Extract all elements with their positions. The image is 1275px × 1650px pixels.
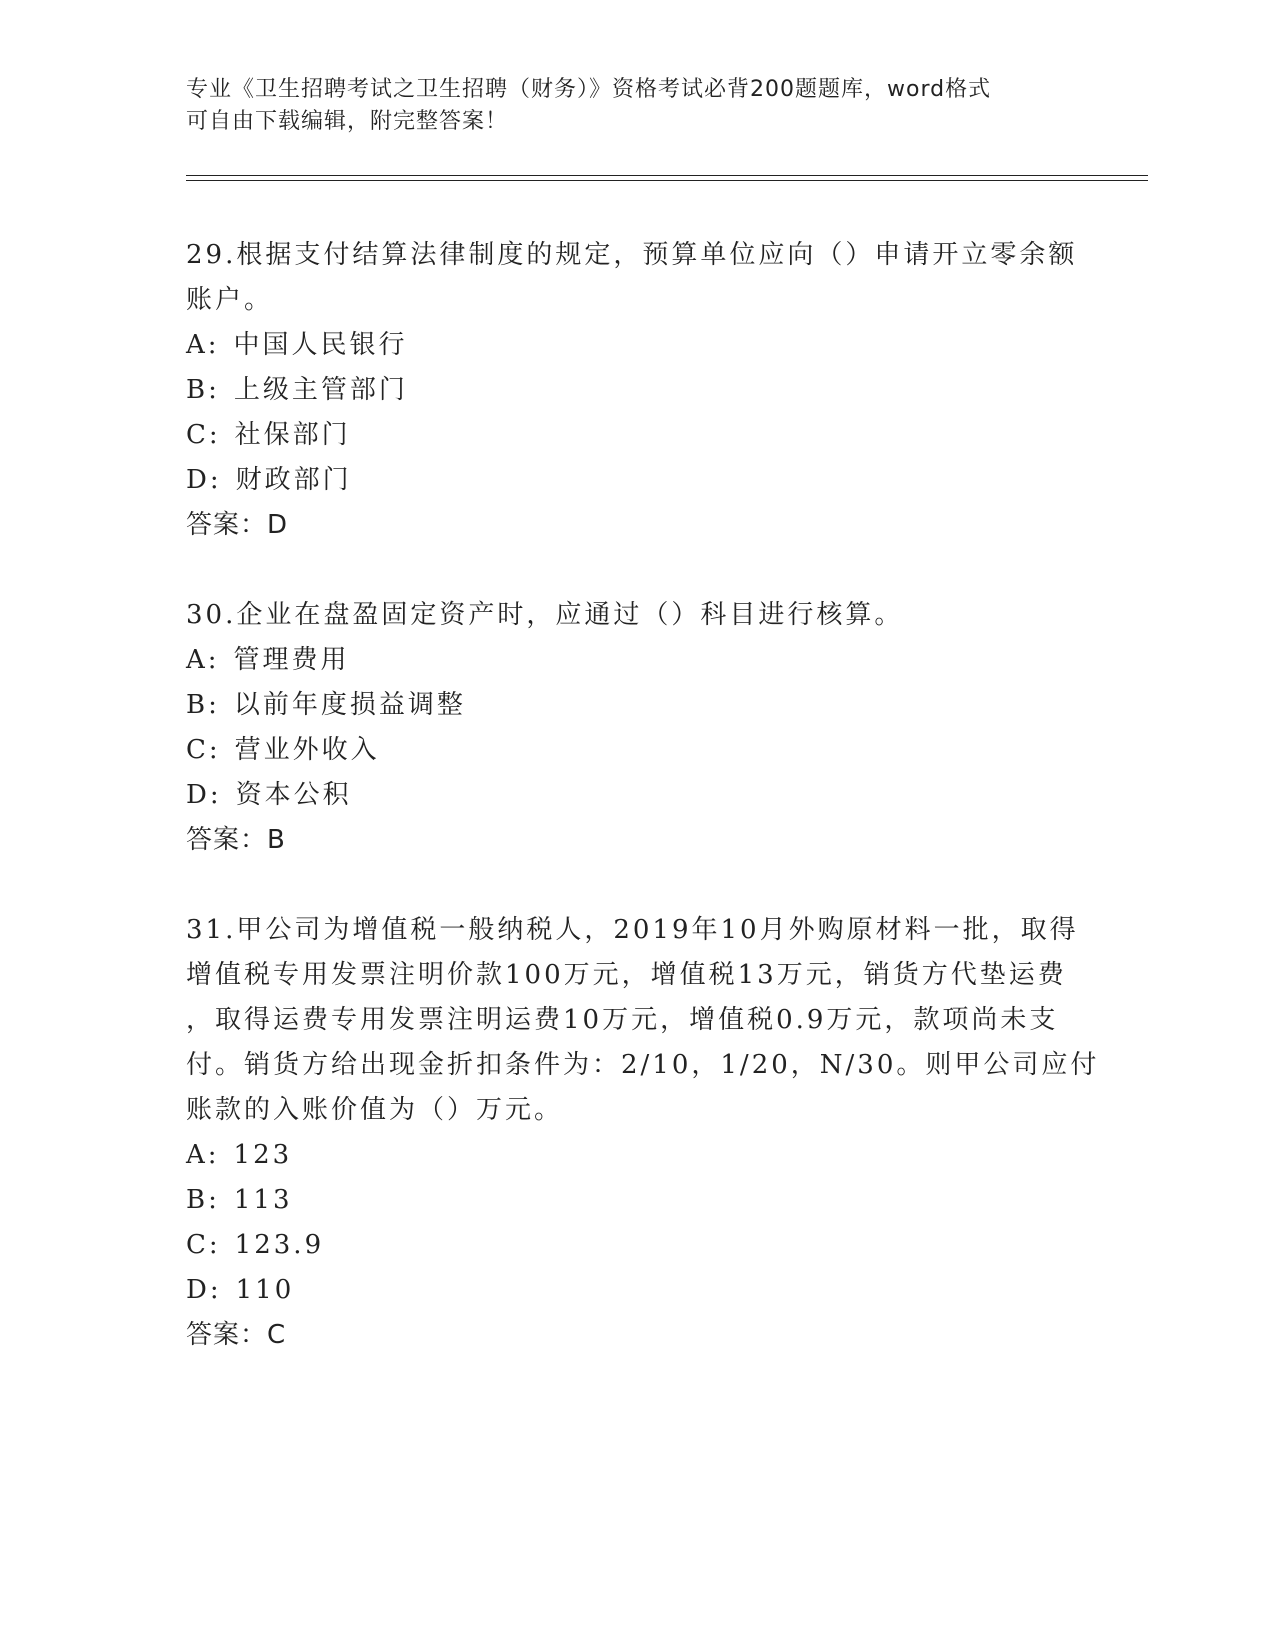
option-d — [186, 458, 1086, 503]
option-separator: : — [209, 780, 222, 810]
option-text: 110 — [235, 1275, 295, 1305]
option-separator: : — [208, 375, 220, 405]
option-separator: : — [208, 1230, 221, 1260]
option-text: 以前年度损益调整 — [233, 690, 466, 720]
option-text: 123.9 — [234, 1230, 325, 1260]
stem-line: 29.根据支付结算法律制度的规定，预算单位应向（）申请开立零余额 — [186, 240, 1078, 270]
option-text: 中国人民银行 — [233, 330, 408, 360]
option-text: 123 — [233, 1140, 293, 1170]
option-letter: B — [186, 375, 209, 405]
option-letter: C — [186, 1230, 209, 1260]
option-text: 财政部门 — [235, 465, 352, 495]
option-separator: : — [209, 1275, 222, 1305]
option-d — [186, 1268, 1086, 1313]
option-letter: C — [186, 420, 209, 450]
option-a — [186, 1133, 1086, 1178]
option-letter: A — [186, 1140, 208, 1170]
option-letter: D — [186, 780, 210, 810]
header-divider-top — [186, 175, 1148, 176]
option-separator: : — [208, 420, 221, 450]
option-text: 管理费用 — [233, 645, 350, 675]
option-c — [186, 1223, 1086, 1268]
option-separator: : — [208, 735, 221, 765]
document-header — [186, 74, 1086, 138]
stem-line: 账户。 — [186, 285, 274, 315]
option-letter: B — [186, 690, 209, 720]
option-separator: : — [208, 690, 220, 720]
option-text: 上级主管部门 — [233, 375, 408, 405]
option-separator: : — [207, 330, 220, 360]
option-c — [186, 728, 1086, 773]
option-separator: : — [207, 1140, 220, 1170]
option-separator: : — [209, 465, 222, 495]
option-text: 113 — [233, 1185, 293, 1215]
question-30 — [186, 593, 1086, 863]
stem-line: 付。销货方给出现金折扣条件为：2/10，1/20，N/30。则甲公司应付 — [186, 1050, 1100, 1080]
option-b — [186, 1178, 1086, 1223]
option-letter: A — [186, 645, 208, 675]
option-separator: : — [208, 1185, 220, 1215]
option-letter: C — [186, 735, 209, 765]
option-text: 资本公积 — [235, 780, 352, 810]
header-divider-bottom — [186, 180, 1148, 181]
question-stem — [186, 908, 1100, 1133]
option-c — [186, 413, 1086, 458]
answer-line: 答案：C — [186, 1320, 287, 1350]
stem-line: 增值税专用发票注明价款100万元，增值税13万元，销货方代垫运费 — [186, 960, 1067, 990]
question-stem — [186, 233, 1086, 323]
header-line-2: 可自由下载编辑，附完整答案！ — [186, 109, 509, 134]
option-letter: B — [186, 1185, 209, 1215]
answer-line: 答案：D — [186, 510, 289, 540]
option-a — [186, 323, 1086, 368]
option-text: 营业外收入 — [234, 735, 380, 765]
option-letter: D — [186, 1275, 210, 1305]
answer-line: 答案：B — [186, 825, 286, 855]
option-b — [186, 368, 1086, 413]
stem-line: ，取得运费专用发票注明运费10万元，增值税0.9万元，款项尚未支 — [186, 1005, 1059, 1035]
stem-line: 30.企业在盘盈固定资产时，应通过（）科目进行核算。 — [186, 600, 904, 630]
question-29 — [186, 233, 1086, 548]
option-letter: A — [186, 330, 208, 360]
question-stem — [186, 593, 1086, 638]
option-a — [186, 638, 1086, 683]
stem-line: 账款的入账价值为（）万元。 — [186, 1095, 564, 1125]
question-31 — [186, 908, 1100, 1358]
header-line-1: 专业《卫生招聘考试之卫生招聘（财务）》资格考试必背200题题库，word格式 — [186, 77, 992, 102]
option-d — [186, 773, 1086, 818]
option-b — [186, 683, 1086, 728]
option-separator: : — [207, 645, 220, 675]
stem-line: 31.甲公司为增值税一般纳税人，2019年10月外购原材料一批，取得 — [186, 915, 1079, 945]
option-letter: D — [186, 465, 210, 495]
option-text: 社保部门 — [234, 420, 351, 450]
